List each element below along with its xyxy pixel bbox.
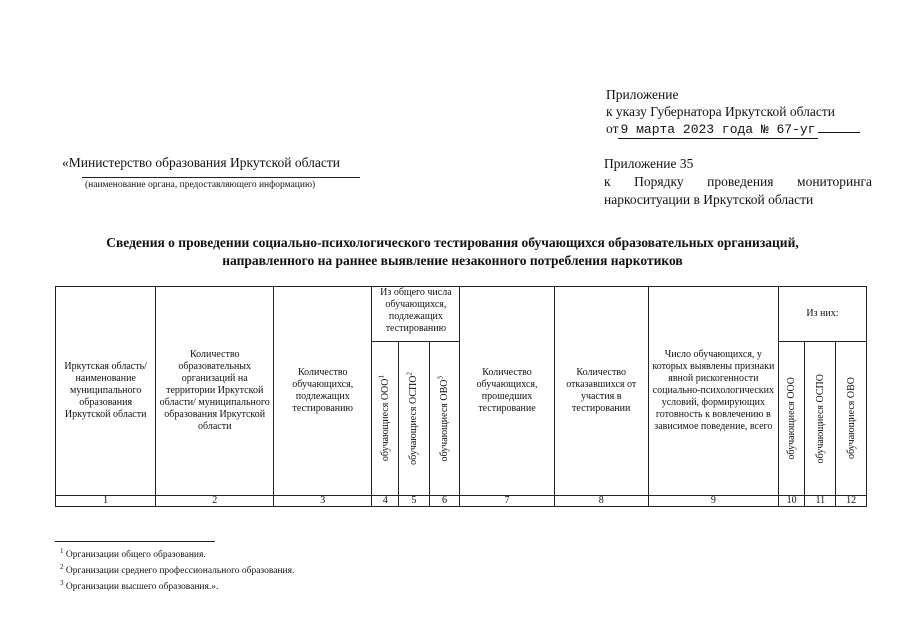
column-number: 3 bbox=[274, 496, 372, 507]
header-ospo: обучающиеся ОСПО$^2$ bbox=[399, 342, 430, 496]
header-risk-detected: Число обучающихся, у которых выявлены признаки явной рискогенности социально-психологических условий, формирующих готовность к вовлечению в зависимое поведение, всего bbox=[648, 287, 778, 496]
appendix-reference bbox=[606, 86, 860, 139]
column-number: 7 bbox=[460, 496, 554, 507]
column-number: 9 bbox=[648, 496, 778, 507]
document-title-line: Сведения о проведении социально-психологического тестирования обучающихся образовательных организаций, bbox=[106, 235, 799, 250]
header-students-to-test: Количество обучающихся, подлежащих тестированию bbox=[274, 287, 372, 496]
appendix-decree-date bbox=[606, 120, 860, 139]
footnote: $^1$ Организации общего образования. bbox=[60, 546, 206, 560]
appendix-35-block bbox=[604, 155, 872, 209]
footnotes bbox=[60, 548, 294, 596]
appendix-35-line: наркоситуации в Иркутской области bbox=[604, 192, 814, 207]
decree-prefix: от bbox=[606, 121, 619, 136]
testing-report-table bbox=[55, 286, 867, 507]
column-number-row bbox=[56, 496, 867, 507]
appendix-35-line: к Порядку проведения мониторинга bbox=[604, 174, 872, 189]
column-number: 8 bbox=[554, 496, 648, 507]
decree-underline bbox=[818, 132, 860, 133]
header-risk-ospo: обучающиеся ОСПО bbox=[805, 342, 836, 496]
document-title-line: направленного на раннее выявление незаконного потребления наркотиков bbox=[222, 253, 683, 268]
header-tested: Количество обучающихся, прошедших тестирование bbox=[460, 287, 554, 496]
header-ooo: обучающиеся ООО$^1$ bbox=[372, 342, 399, 496]
column-number: 11 bbox=[805, 496, 836, 507]
footnote: $^3$ Организации высшего образования.». bbox=[60, 578, 219, 592]
header-org-count: Количество образовательных организаций на территории Иркутской области/ муниципального образования Иркутской области bbox=[156, 287, 274, 496]
footnote-separator bbox=[55, 541, 215, 542]
footnote: $^2$ Организации среднего профессионального образования. bbox=[60, 562, 295, 576]
column-number: 1 bbox=[56, 496, 156, 507]
appendix-35-title: Приложение 35 bbox=[604, 156, 694, 171]
column-number: 6 bbox=[429, 496, 460, 507]
header-ovo: обучающиеся ОВО$^3$ bbox=[429, 342, 460, 496]
header-risk-ovo: обучающиеся ОВО bbox=[836, 342, 867, 496]
organization-name: «Министерство образования Иркутской области bbox=[62, 155, 340, 170]
header-risk-ooo: обучающиеся ООО bbox=[778, 342, 805, 496]
column-number: 2 bbox=[156, 496, 274, 507]
header-group-of-them: Из них: bbox=[778, 287, 866, 342]
header-refused: Количество отказавшихся от участия в тестировании bbox=[554, 287, 648, 496]
appendix-decree-ref: к указу Губернатора Иркутской области bbox=[606, 104, 835, 119]
header-region: Иркутская область/ наименование муниципального образования Иркутской области bbox=[56, 287, 156, 496]
column-number: 4 bbox=[372, 496, 399, 507]
organization-underline bbox=[82, 177, 360, 178]
document-title bbox=[40, 234, 865, 270]
decree-number: 9 марта 2023 года № 67-уг bbox=[620, 122, 816, 137]
header-group-subject-to-test: Из общего числа обучающихся, подлежащих тестированию bbox=[372, 287, 460, 342]
organization-caption: (наименование органа, предоставляющего информацию) bbox=[85, 180, 316, 190]
column-number: 5 bbox=[399, 496, 430, 507]
column-number: 10 bbox=[778, 496, 805, 507]
appendix-label: Приложение bbox=[606, 87, 679, 102]
column-number: 12 bbox=[836, 496, 867, 507]
